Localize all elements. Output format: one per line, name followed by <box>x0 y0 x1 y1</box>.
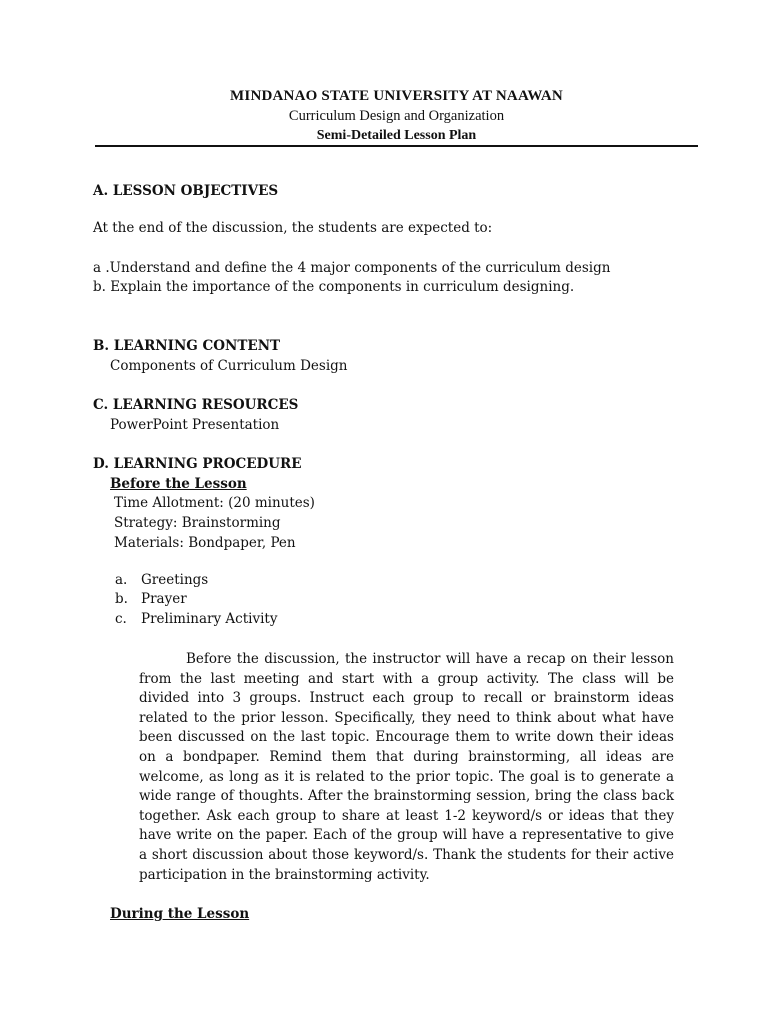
university-name: MINDANAO STATE UNIVERSITY AT NAAWAN <box>230 88 563 104</box>
list-item-text: Prayer <box>141 591 187 607</box>
document-header <box>95 86 698 146</box>
list-item-text: Greetings <box>141 572 209 588</box>
objectives-heading: A. LESSON OBJECTIVES <box>93 183 279 199</box>
during-lesson-title: During the Lesson <box>110 906 250 922</box>
course-title: Curriculum Design and Organization <box>288 108 505 124</box>
content-text: Components of Curriculum Design <box>110 358 348 374</box>
resources-text: PowerPoint Presentation <box>110 417 280 433</box>
procedure-heading: D. LEARNING PROCEDURE <box>93 456 302 472</box>
list-item <box>115 610 277 630</box>
list-item-text: Preliminary Activity <box>141 611 278 627</box>
activity-paragraph-text: Before the discussion, the instructor will have a recap on their lesson from the last meeting and start with a group activity. The class will be divided into 3 groups. Instruct each group to recall or brainstorm ideas related to the prior lesson. Specifically, they need to think about what have been discussed on the last topic. Encourage them to write down their ideas on a bondpaper. Remind them that during brainstorming, all ideas are welcome, as long as it is related to the prior topic. The goal is to generate a wide range of thoughts. After the brainstorming session, bring the class back together. Ask each group to share at least 1-2 keyword/s or ideas that they have write on the paper. Each of the group will have a representative to give a short discussion about those keyword/s. Thank the students for their active participation in the brainstorming activity. <box>139 651 674 883</box>
objectives-intro: At the end of the discussion, the students are expected to: <box>93 220 493 236</box>
list-item <box>115 590 187 610</box>
before-lesson-title: Before the Lesson <box>110 476 247 492</box>
resources-heading: C. LEARNING RESOURCES <box>93 397 299 413</box>
objective-item-a: a .Understand and define the 4 major components of the curriculum design <box>93 260 611 276</box>
list-item-letter: a. <box>115 572 128 588</box>
list-item-letter: b. <box>115 591 128 607</box>
list-item-letter: c. <box>115 611 127 627</box>
activity-paragraph <box>139 650 674 885</box>
plan-title: Semi-Detailed Lesson Plan <box>316 128 477 143</box>
header-divider <box>95 145 698 147</box>
list-item <box>115 571 208 591</box>
materials: Materials: Bondpaper, Pen <box>114 535 296 551</box>
content-heading: B. LEARNING CONTENT <box>93 338 281 354</box>
strategy: Strategy: Brainstorming <box>114 515 281 531</box>
objective-item-b: b. Explain the importance of the components in curriculum designing. <box>93 279 575 295</box>
time-allotment: Time Allotment: (20 minutes) <box>114 495 315 511</box>
